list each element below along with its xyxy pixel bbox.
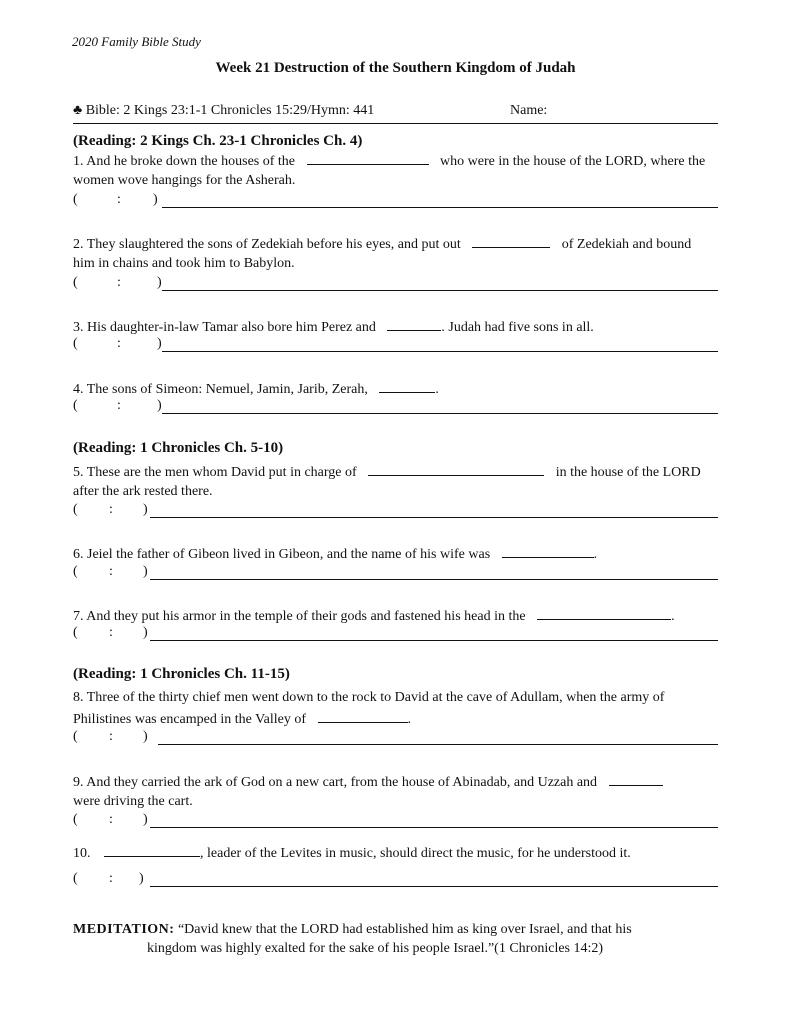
- answer-blank[interactable]: [104, 842, 200, 857]
- question-7-line-1: [73, 605, 675, 627]
- section-heading: (Reading: 2 Kings Ch. 23-1 Chronicles Ch. 4): [73, 133, 363, 149]
- verse-reference-field[interactable]: [73, 871, 718, 889]
- question-5-line-1: [73, 461, 701, 483]
- ref-close: ): [157, 398, 162, 413]
- worksheet-title: Week 21 Destruction of the Southern Kingdom of Judah: [215, 60, 576, 76]
- ref-close: ): [157, 336, 162, 351]
- question-text: 3. His daughter-in-law Tamar also bore him Perez and: [73, 320, 376, 335]
- ref-colon: :: [109, 502, 113, 517]
- question-text: 9. And they carried the ark of God on a new cart, from the house of Abinadab, and Uzzah and: [73, 775, 598, 790]
- verse-reference-field[interactable]: [73, 625, 718, 643]
- answer-blank[interactable]: [307, 150, 429, 165]
- ref-colon: :: [109, 625, 113, 640]
- reference-answer-line[interactable]: [162, 290, 718, 291]
- question-4-line-1: [73, 378, 439, 400]
- ref-close: ): [143, 729, 148, 744]
- answer-blank[interactable]: [318, 708, 408, 723]
- name-label: Name:: [510, 103, 548, 118]
- ref-close: ): [143, 625, 148, 640]
- reference-answer-line[interactable]: [150, 579, 718, 580]
- ref-close: ): [157, 275, 162, 290]
- ref-open: (: [73, 625, 78, 640]
- question-text: 1. And he broke down the houses of the: [73, 154, 296, 169]
- answer-blank[interactable]: [368, 461, 544, 476]
- reference-answer-line[interactable]: [150, 827, 718, 828]
- answer-blank[interactable]: [472, 233, 550, 248]
- ref-colon: :: [109, 871, 113, 886]
- answer-blank[interactable]: [387, 316, 441, 331]
- question-text: Philistines was encamped in the Valley of: [73, 712, 307, 727]
- question-text: .: [435, 382, 439, 397]
- question-text: .: [593, 547, 598, 562]
- reference-answer-line[interactable]: [162, 207, 718, 208]
- ref-open: (: [73, 729, 78, 744]
- verse-reference-field[interactable]: [73, 275, 718, 293]
- question-text: in the house of the LORD: [555, 465, 701, 480]
- question-10-line-1: [73, 842, 631, 864]
- ref-colon: :: [109, 564, 113, 579]
- question-text: .: [407, 712, 412, 727]
- verse-reference-field[interactable]: [73, 502, 718, 520]
- ref-close: ): [153, 192, 158, 207]
- verse-reference-field[interactable]: [73, 729, 718, 747]
- reference-answer-line[interactable]: [150, 517, 718, 518]
- question-1-line-2: women wove hangings for the Asherah.: [73, 173, 296, 188]
- question-text: 10.: [73, 846, 91, 861]
- question-text: 6. Jeiel the father of Gibeon lived in Gibeon, and the name of his wife was: [73, 547, 491, 562]
- header-note: 2020 Family Bible Study: [72, 34, 201, 49]
- info-row: [73, 103, 718, 124]
- question-8-line-1: 8. Three of the thirty chief men went down to the rock to David at the cave of Adullam, when the army of: [73, 690, 665, 705]
- reference-answer-line[interactable]: [162, 413, 718, 414]
- reference-answer-line[interactable]: [162, 351, 718, 352]
- ref-open: (: [73, 502, 78, 517]
- bible-reference: ♣ Bible: 2 Kings 23:1-1 Chronicles 15:29/Hymn: 441: [73, 103, 375, 118]
- verse-reference-field[interactable]: [73, 564, 718, 582]
- question-2-line-1: [73, 233, 691, 255]
- question-5-line-2: after the ark rested there.: [73, 484, 213, 499]
- meditation-text: “David knew that the LORD had established him as king over Israel, and that his: [177, 922, 632, 937]
- verse-reference-field[interactable]: [73, 336, 718, 354]
- ref-colon: :: [117, 275, 121, 290]
- ref-open: (: [73, 336, 78, 351]
- meditation-line-2: kingdom was highly exalted for the sake of his people Israel.”(1 Chronicles 14:2): [147, 941, 604, 956]
- ref-open: (: [73, 871, 78, 886]
- ref-colon: :: [109, 729, 113, 744]
- question-text: , leader of the Levites in music, should direct the music, for he understood it.: [200, 846, 631, 861]
- section-heading: (Reading: 1 Chronicles Ch. 11-15): [73, 666, 290, 682]
- question-6-line-1: [73, 543, 597, 565]
- question-text: 5. These are the men whom David put in charge of: [73, 465, 357, 480]
- question-8-line-2: [73, 708, 411, 730]
- question-text: .: [671, 609, 675, 624]
- ref-colon: :: [109, 812, 113, 827]
- ref-close: ): [143, 502, 148, 517]
- answer-blank[interactable]: [379, 378, 435, 393]
- verse-reference-field[interactable]: [73, 812, 718, 830]
- verse-reference-field[interactable]: [73, 192, 718, 210]
- ref-close: ): [139, 871, 144, 886]
- ref-colon: :: [117, 192, 121, 207]
- question-2-line-2: him in chains and took him to Babylon.: [73, 256, 295, 271]
- ref-open: (: [73, 812, 78, 827]
- ref-open: (: [73, 398, 78, 413]
- question-3-line-1: [73, 316, 594, 338]
- question-text: of Zedekiah and bound: [561, 237, 692, 252]
- ref-colon: :: [117, 336, 121, 351]
- question-text: 4. The sons of Simeon: Nemuel, Jamin, Jarib, Zerah,: [73, 382, 368, 397]
- question-9-line-1: [73, 771, 663, 793]
- section-heading: (Reading: 1 Chronicles Ch. 5-10): [73, 440, 284, 456]
- reference-answer-line[interactable]: [158, 744, 718, 745]
- question-1-line-1: [73, 150, 705, 172]
- ref-open: (: [73, 564, 78, 579]
- ref-close: ): [143, 812, 148, 827]
- question-text: who were in the house of the LORD, where the: [440, 154, 706, 169]
- ref-open: (: [73, 192, 78, 207]
- question-text: 2. They slaughtered the sons of Zedekiah before his eyes, and put out: [73, 237, 461, 252]
- reference-answer-line[interactable]: [150, 640, 718, 641]
- ref-colon: :: [117, 398, 121, 413]
- meditation-label: MEDITATION:: [73, 922, 175, 937]
- verse-reference-field[interactable]: [73, 398, 718, 416]
- answer-blank[interactable]: [609, 771, 663, 786]
- question-text: . Judah had five sons in all.: [441, 320, 594, 335]
- question-9-line-2: were driving the cart.: [73, 794, 193, 809]
- reference-answer-line[interactable]: [150, 886, 718, 887]
- ref-close: ): [143, 564, 148, 579]
- meditation-line-1: [73, 919, 632, 941]
- answer-blank[interactable]: [537, 605, 671, 620]
- answer-blank[interactable]: [502, 543, 594, 558]
- question-text: 7. And they put his armor in the temple of their gods and fastened his head in the: [73, 609, 526, 624]
- ref-open: (: [73, 275, 78, 290]
